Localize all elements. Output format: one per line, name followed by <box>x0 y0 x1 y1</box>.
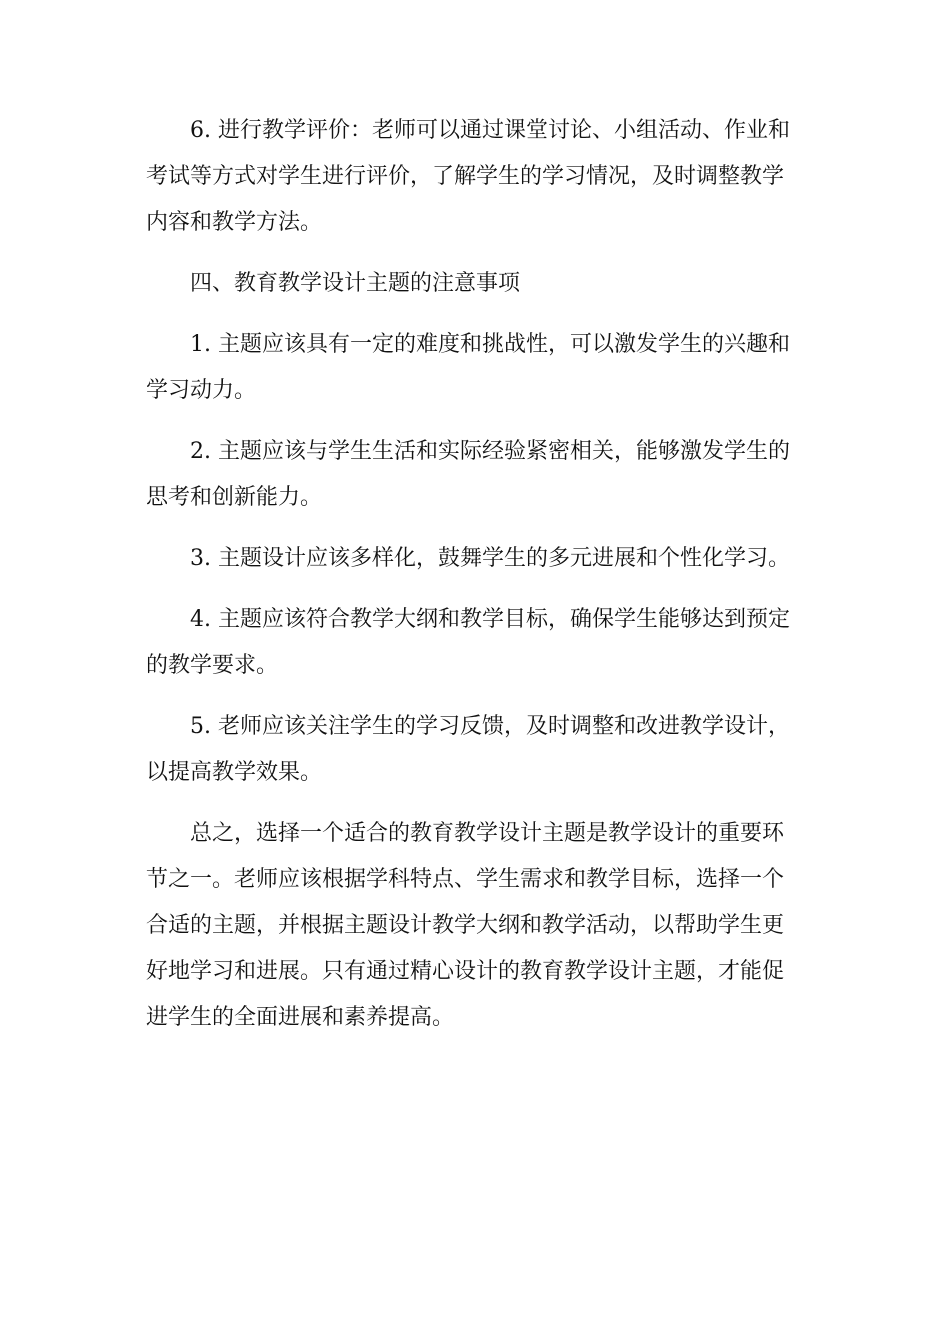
paragraph-note-2: 2. 主题应该与学生生活和实际经验紧密相关，能够激发学生的思考和创新能力。 <box>146 439 790 510</box>
document-body <box>146 108 804 1056</box>
paragraph-note-3: 3. 主题设计应该多样化，鼓舞学生的多元进展和个性化学习。 <box>190 546 790 571</box>
paragraph-conclusion: 总之，选择一个适合的教育教学设计主题是教学设计的重要环节之一。老师应该根据学科特点、学生需求和教学目标，选择一个合适的主题，并根据主题设计教学大纲和教学活动，以帮助学生更好地学习和进展。只有通过精心设计的教育教学设计主题，才能促进学生的全面进展和素养提高。 <box>146 821 785 1030</box>
paragraph-note-1: 1. 主题应该具有一定的难度和挑战性，可以激发学生的兴趣和学习动力。 <box>146 332 790 403</box>
section-heading-notes: 四、教育教学设计主题的注意事项 <box>190 271 521 296</box>
paragraph-step-6: 6. 进行教学评价：老师可以通过课堂讨论、小组活动、作业和考试等方式对学生进行评价，了解学生的学习情况，及时调整教学内容和教学方法。 <box>146 118 790 235</box>
paragraph-note-4: 4. 主题应该符合教学大纲和教学目标，确保学生能够达到预定的教学要求。 <box>146 607 790 678</box>
paragraph-note-5: 5. 老师应该关注学生的学习反馈，及时调整和改进教学设计，以提高教学效果。 <box>146 714 790 785</box>
